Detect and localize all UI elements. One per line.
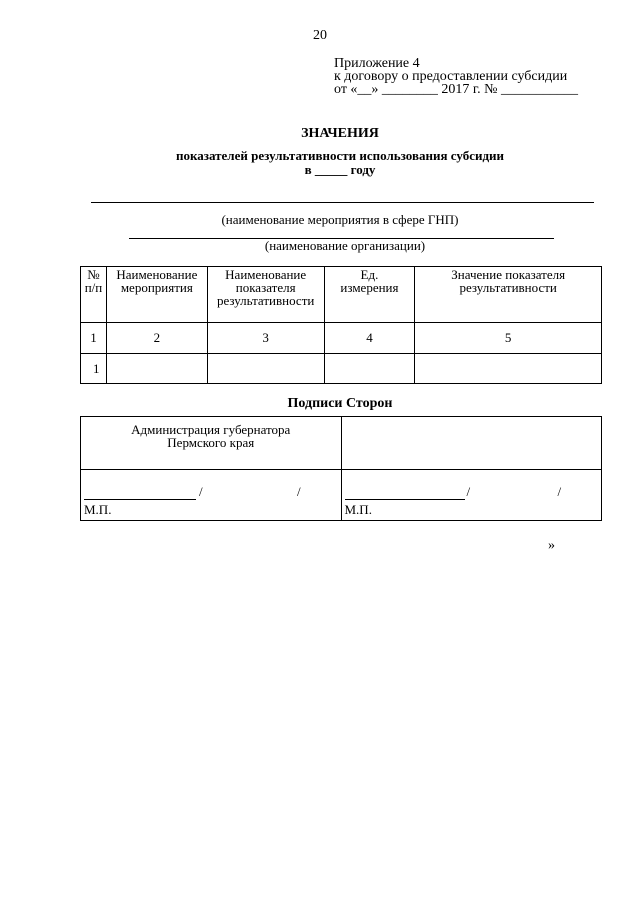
left-party-name (81, 417, 342, 470)
document-title: ЗНАЧЕНИЯ (301, 126, 379, 141)
left-signature-slash: / (199, 484, 203, 499)
table-cell (415, 354, 602, 384)
table-header-row (81, 267, 602, 323)
column-number: 1 (81, 323, 107, 354)
appendix-header (334, 57, 578, 96)
table-cell (324, 354, 415, 384)
signature-row (81, 470, 602, 521)
left-stamp-label: М.П. (84, 502, 112, 517)
signatures-table (80, 416, 602, 521)
header-cell: Значение показателя результативности (415, 267, 602, 323)
organization-name-caption: (наименование организации) (264, 238, 426, 253)
appendix-line-1: Приложение 4 (334, 56, 420, 71)
header-cell: Ед. измерения (324, 267, 415, 323)
appendix-line-2: к договору о предоставлении субсидии (334, 69, 568, 84)
right-signature-cell (341, 470, 602, 521)
column-number: 4 (324, 323, 415, 354)
table-cell (207, 354, 324, 384)
left-party-label: Администрация губернатора Пермского края (131, 422, 291, 450)
right-decode-slash: / (557, 484, 562, 499)
header-cell: Наименование мероприятия (106, 267, 207, 323)
event-name-caption: (наименование мероприятия в сфере ГНП) (221, 212, 459, 227)
header-cell: Наименование показателя результативности (207, 267, 324, 323)
table-cell (106, 354, 207, 384)
subtitle-line-2: в _____ году (304, 162, 376, 177)
left-signature-line (84, 499, 196, 500)
right-signature-line (345, 499, 465, 500)
document-subtitle (0, 149, 640, 177)
left-signature-cell (81, 470, 342, 521)
column-number: 5 (415, 323, 602, 354)
closing-quote-mark: » (548, 538, 555, 553)
signatures-title: Подписи Сторон (287, 396, 393, 411)
column-number: 2 (106, 323, 207, 354)
indicators-table (80, 266, 602, 384)
event-name-line (91, 202, 594, 203)
header-cell: № п/п (81, 267, 107, 323)
right-signature-slash: / (466, 484, 471, 499)
appendix-line-3: от «__» ________ 2017 г. № ___________ (334, 82, 578, 97)
left-decode-slash: / (297, 484, 301, 499)
right-party-name (341, 417, 602, 470)
page-number: 20 (313, 28, 327, 43)
right-stamp-label: М.П. (344, 502, 372, 517)
table-cell: 1 (81, 354, 107, 384)
column-numbers-row (81, 323, 602, 354)
subtitle-line-1: показателей результативности использования субсидии (175, 148, 505, 163)
table-row (81, 354, 602, 384)
column-number: 3 (207, 323, 324, 354)
parties-row (81, 417, 602, 470)
